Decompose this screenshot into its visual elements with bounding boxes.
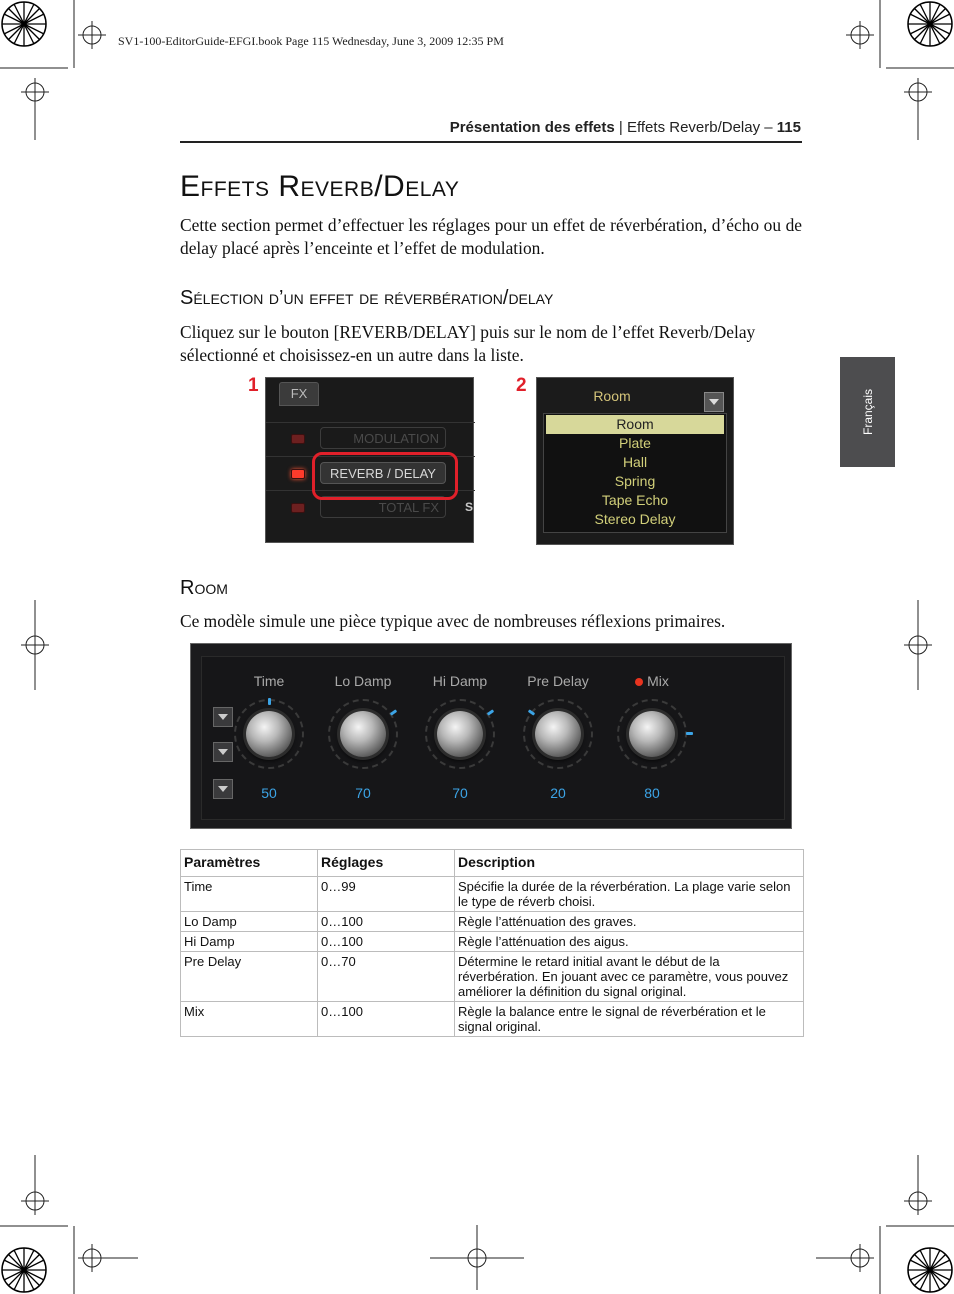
knob-lo-damp[interactable] xyxy=(340,711,386,757)
page-title: Effets Reverb/Delay xyxy=(180,170,460,203)
table-row xyxy=(181,952,804,1002)
table-row xyxy=(181,932,804,952)
running-header xyxy=(450,119,801,136)
total-fx-led[interactable] xyxy=(291,503,305,513)
reverb-type-dropdown-screenshot xyxy=(536,377,734,545)
knob-indicator-time xyxy=(268,698,271,705)
knob-label-time: Time xyxy=(253,673,285,689)
table-row xyxy=(181,912,804,932)
room-panel-screenshot xyxy=(190,643,792,829)
table-cell: 0…99 xyxy=(318,877,455,912)
column-header-reglages: Réglages xyxy=(318,850,455,877)
parameter-dropdown-button-2[interactable] xyxy=(213,742,233,762)
table-cell: Spécifie la durée de la réverbération. La plage varie selon le type de réverb choisi. xyxy=(455,877,804,912)
room-panel-inner xyxy=(201,656,785,820)
step-number-2: 2 xyxy=(516,375,527,396)
header-separator: | xyxy=(614,119,627,136)
room-heading: Room xyxy=(180,577,228,599)
table-cell: 0…100 xyxy=(318,932,455,952)
step-number-1: 1 xyxy=(248,375,259,396)
language-tab xyxy=(840,357,895,467)
table-row xyxy=(181,1002,804,1037)
table-cell: Règle l’atténuation des aigus. xyxy=(455,932,804,952)
table-cell: 0…100 xyxy=(318,912,455,932)
intro-paragraph: Cette section permet d’effectuer les réglages pour un effet de réverbération, d’écho ou de delay placé après l’enceinte et l’effet de modulation. xyxy=(180,215,802,258)
knob-hi-damp[interactable] xyxy=(437,711,483,757)
knob-value-pre-delay: 20 xyxy=(550,785,566,801)
table-cell: Règle la balance entre le signal de réverbération et le signal original. xyxy=(455,1002,804,1037)
header-rule xyxy=(180,141,802,143)
table-cell: Détermine le retard initial avant le début de la réverbération. En jouant avec ce paramètre, vous pouvez améliorer la définition du signal original. xyxy=(455,952,804,1002)
fx-tab[interactable]: FX xyxy=(279,382,319,406)
total-fx-button[interactable]: TOTAL FX xyxy=(320,496,446,518)
knob-indicator-mix xyxy=(686,732,693,735)
dropdown-list xyxy=(543,413,727,533)
dropdown-option-spring[interactable]: Spring xyxy=(614,473,656,489)
knob-value-hi-damp: 70 xyxy=(452,785,468,801)
knob-pre-delay[interactable] xyxy=(535,711,581,757)
knob-mix[interactable] xyxy=(629,711,675,757)
dropdown-option-room[interactable]: Room xyxy=(546,415,724,434)
table-cell: Lo Damp xyxy=(181,912,318,932)
page-number: 115 xyxy=(776,119,801,136)
dropdown-arrow-icon[interactable] xyxy=(704,392,724,412)
table-cell: Time xyxy=(181,877,318,912)
language-tab-label: Français xyxy=(860,388,875,436)
table-cell: Règle l’atténuation des graves. xyxy=(455,912,804,932)
room-paragraph: Ce modèle simule une pièce typique avec de nombreuses réflexions primaires. xyxy=(180,611,726,631)
modulation-button[interactable]: MODULATION xyxy=(320,427,446,449)
dropdown-current-value[interactable]: Room xyxy=(593,388,631,404)
reverb-delay-led[interactable] xyxy=(291,469,305,479)
table-row xyxy=(181,877,804,912)
knob-label-pre-delay: Pre Delay xyxy=(527,673,589,689)
table-cell: 0…70 xyxy=(318,952,455,1002)
table-cell: Mix xyxy=(181,1002,318,1037)
mix-led-icon xyxy=(635,678,643,686)
cut-off-label: S xyxy=(465,500,474,514)
dropdown-option-plate[interactable]: Plate xyxy=(619,435,651,451)
fx-row-modulation xyxy=(266,422,475,453)
knob-label-mix-text: Mix xyxy=(647,673,669,689)
header-subsection: Effets Reverb/Delay xyxy=(626,119,761,136)
knob-value-mix: 80 xyxy=(644,785,660,801)
column-header-parametres: Paramètres xyxy=(181,850,318,877)
highlight-ring xyxy=(312,452,458,500)
knob-label-lo-damp: Lo Damp xyxy=(334,673,392,689)
column-header-description: Description xyxy=(455,850,804,877)
knob-value-time: 50 xyxy=(261,785,277,801)
modulation-led[interactable] xyxy=(291,434,305,444)
knob-indicator-lo-damp xyxy=(390,709,397,715)
table-header-row xyxy=(181,850,804,877)
parameters-table xyxy=(180,849,804,1037)
table-cell: Pre Delay xyxy=(181,952,318,1002)
fx-panel-screenshot xyxy=(265,377,474,543)
knob-value-lo-damp: 70 xyxy=(355,785,371,801)
table-cell: 0…100 xyxy=(318,1002,455,1037)
knob-indicator-hi-damp xyxy=(487,709,494,715)
selection-paragraph: Cliquez sur le bouton [REVERB/DELAY] puis sur le nom de l’effet Reverb/Delay sélectionné et choisissez-en un autre dans la liste. xyxy=(180,322,756,365)
knob-time[interactable] xyxy=(246,711,292,757)
dropdown-option-hall[interactable]: Hall xyxy=(622,454,648,470)
knob-label-hi-damp: Hi Damp xyxy=(432,673,488,689)
header-section: Présentation des effets xyxy=(449,119,615,136)
print-metadata: SV1-100-EditorGuide-EFGI.book Page 115 Wednesday, June 3, 2009 12:35 PM xyxy=(118,34,504,48)
reverb-delay-button[interactable]: REVERB / DELAY xyxy=(320,462,446,484)
header-dash: – xyxy=(760,119,777,136)
knob-label-mix xyxy=(602,673,702,689)
table-cell: Hi Damp xyxy=(181,932,318,952)
selection-heading: Sélection d’un effet de réverbération/delay xyxy=(180,287,554,309)
parameter-dropdown-button-1[interactable] xyxy=(213,707,233,727)
dropdown-option-tape-echo[interactable]: Tape Echo xyxy=(601,492,669,508)
dropdown-option-stereo-delay[interactable]: Stereo Delay xyxy=(594,511,676,527)
